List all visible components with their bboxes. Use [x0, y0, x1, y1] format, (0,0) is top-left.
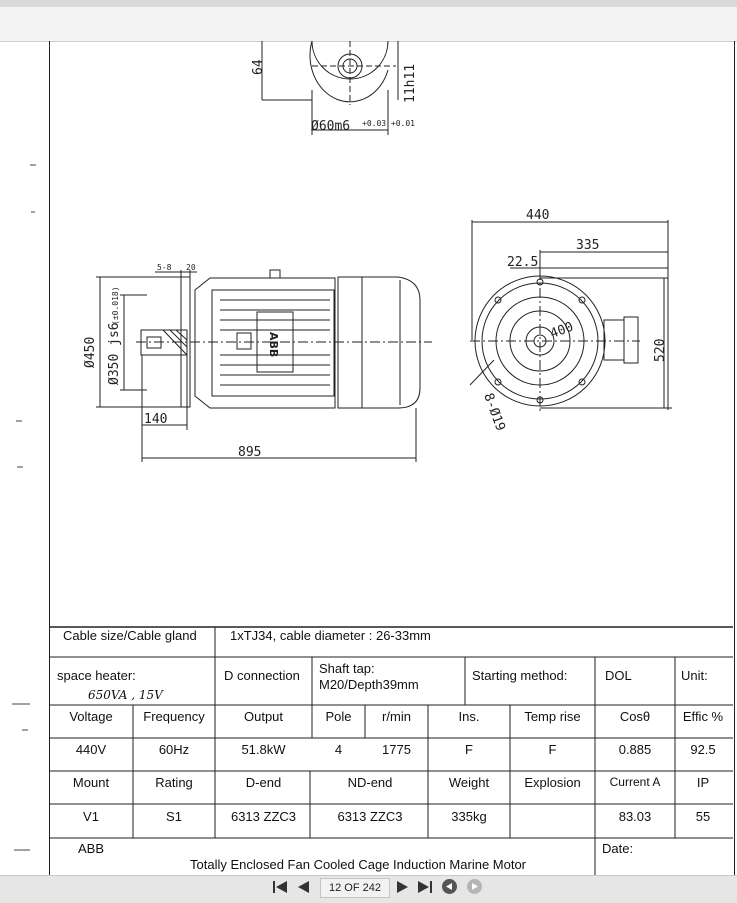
header-efficiency: Effic % — [682, 709, 724, 724]
starting-method-label: Starting method: — [472, 668, 568, 683]
forward-circle-icon[interactable] — [467, 879, 482, 894]
value-d-end: 6313 ZZC3 — [230, 809, 297, 824]
dim-60m6: Ø60m6 — [311, 119, 351, 134]
dim-22-5: 22.5 — [507, 255, 539, 270]
maker-name: ABB — [78, 841, 105, 856]
end-view — [470, 220, 672, 412]
dim-400: 400 — [548, 319, 576, 342]
header-temp-rise: Temp rise — [524, 709, 581, 724]
cable-size-label: Cable size/Cable gland — [63, 628, 197, 643]
back-circle-icon[interactable] — [442, 879, 457, 894]
dim-350-tol: (±0.018) — [111, 286, 120, 325]
dim-335: 335 — [576, 238, 600, 253]
header-voltage: Voltage — [69, 709, 113, 724]
header-d-end: D-end — [245, 775, 282, 790]
header-pole: Pole — [325, 709, 352, 724]
value-voltage: 440V — [75, 742, 107, 757]
shaft-tap-value: M20/Depth39mm — [319, 677, 419, 692]
header-ip: IP — [696, 775, 710, 790]
header-insulation: Ins. — [458, 709, 480, 724]
dim-450: Ø450 — [83, 336, 98, 368]
value-current: 83.03 — [618, 809, 652, 824]
dim-5-8: 5-8 — [157, 263, 172, 272]
dim-8-holes: 8-Ø19 — [480, 391, 508, 434]
header-rpm: r/min — [382, 709, 411, 724]
header-cos: Cosθ — [619, 709, 651, 724]
date-label: Date: — [602, 841, 634, 856]
space-heater-handwritten: 650VA , 15V — [88, 688, 163, 702]
header-mount: Mount — [72, 775, 110, 790]
dim-11h11: 11h11 — [403, 63, 418, 103]
dim-140: 140 — [144, 412, 168, 427]
header-frequency: Frequency — [143, 709, 205, 724]
header-explosion: Explosion — [524, 775, 581, 790]
value-ip: 55 — [695, 809, 711, 824]
motor-description: Totally Enclosed Fan Cooled Cage Induction Marine Motor — [190, 857, 527, 872]
dim-520: 520 — [653, 338, 668, 362]
dim-20: 20 — [186, 263, 196, 272]
value-insulation: F — [465, 742, 473, 757]
page-indicator[interactable]: 12 OF 242 — [320, 878, 390, 898]
value-pole: 4 — [334, 742, 343, 757]
value-rating: S1 — [166, 809, 182, 824]
header-output: Output — [243, 709, 284, 724]
dim-440: 440 — [526, 208, 550, 223]
shaft-tap-label: Shaft tap: — [319, 661, 375, 676]
header-nd-end: ND-end — [347, 775, 393, 790]
abb-logo-side: ABB — [267, 332, 280, 358]
dim-895: 895 — [238, 445, 262, 460]
header-current: Current A — [609, 775, 661, 789]
dim-64: 64 — [251, 59, 266, 75]
header-rating: Rating — [155, 775, 193, 790]
value-cos: 0.885 — [618, 742, 652, 757]
value-mount: V1 — [83, 809, 99, 824]
value-efficiency: 92.5 — [690, 742, 716, 757]
value-weight: 335kg — [451, 809, 487, 824]
value-output: 51.8kW — [241, 742, 286, 757]
dim-350: Ø350 js6 — [107, 322, 122, 385]
value-frequency: 60Hz — [158, 742, 190, 757]
side-view — [96, 270, 432, 462]
value-temp-rise: F — [548, 742, 557, 757]
header-weight: Weight — [448, 775, 490, 790]
connection-type: D connection — [224, 668, 300, 683]
space-heater-label: space heater: — [57, 668, 136, 683]
unit-label: Unit: — [681, 668, 708, 683]
starting-method-value: DOL — [605, 668, 632, 683]
value-nd-end: 6313 ZZC3 — [337, 809, 403, 824]
dim-60m6-tol: +0.03 +0.01 — [362, 119, 415, 128]
value-rpm: 1775 — [382, 742, 411, 757]
cable-size-value: 1xTJ34, cable diameter : 26-33mm — [230, 628, 431, 643]
